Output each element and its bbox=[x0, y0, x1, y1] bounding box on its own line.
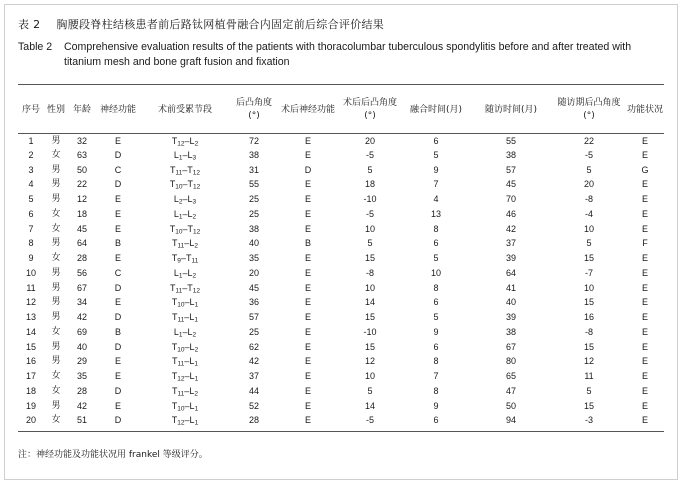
cell-followup: 65 bbox=[505, 371, 516, 382]
cell-followup: 55 bbox=[505, 136, 516, 146]
cell-followup-kyphosis: 20 bbox=[583, 179, 594, 190]
cell-segment: $L_1-L_3$ bbox=[173, 149, 197, 162]
cell-kyphosis: 25 bbox=[248, 194, 259, 205]
cell-no: 6 bbox=[28, 208, 34, 219]
table-number-cn: 表 2 bbox=[18, 18, 41, 31]
cell-age: 56 bbox=[76, 267, 87, 278]
cell-followup: 40 bbox=[505, 297, 516, 308]
cell-fusion: 8 bbox=[433, 385, 439, 396]
cell-followup-kyphosis: 5 bbox=[586, 385, 592, 396]
cell-neuro: C bbox=[114, 164, 122, 175]
cell-segment: $L_1-L_2$ bbox=[173, 267, 197, 280]
cell-segment: $T_{11}-L_2$ bbox=[172, 385, 198, 398]
cell-post-neuro: E bbox=[304, 223, 311, 234]
cell-no: 19 bbox=[25, 400, 36, 411]
cell-kyphosis: 35 bbox=[248, 253, 259, 264]
cell-kyphosis: 57 bbox=[248, 312, 259, 323]
cell-function: E bbox=[641, 179, 648, 190]
cell-post-neuro: E bbox=[304, 208, 311, 219]
col-header-function: 功能状况 bbox=[626, 104, 663, 115]
cell-fusion: 9 bbox=[433, 400, 439, 411]
cell-sex: 男 bbox=[51, 297, 61, 308]
cell-age: 63 bbox=[76, 149, 87, 160]
cell-function: E bbox=[641, 194, 648, 205]
cell-segment: $L_1-L_2$ bbox=[173, 208, 197, 221]
cell-fusion: 6 bbox=[433, 238, 439, 249]
cell-segment: $T_{11}-T_{12}$ bbox=[170, 282, 200, 295]
cell-kyphosis: 37 bbox=[248, 371, 259, 382]
cell-followup: 39 bbox=[505, 253, 516, 264]
cell-neuro: E bbox=[114, 400, 121, 411]
cell-sex: 男 bbox=[51, 136, 61, 146]
cell-age: 29 bbox=[76, 356, 87, 367]
col-header-age: 年龄 bbox=[72, 104, 91, 115]
cell-followup-kyphosis: 5 bbox=[586, 238, 592, 249]
cell-post-neuro: E bbox=[304, 194, 311, 205]
cell-post-neuro: E bbox=[304, 312, 311, 323]
table-row bbox=[18, 163, 664, 178]
cell-neuro: D bbox=[114, 385, 122, 396]
cell-no: 9 bbox=[28, 253, 34, 264]
cell-neuro: E bbox=[114, 194, 121, 205]
table-row bbox=[18, 266, 664, 281]
cell-followup-kyphosis: -4 bbox=[584, 208, 593, 219]
cell-followup: 37 bbox=[505, 238, 516, 249]
cell-age: 64 bbox=[76, 238, 87, 249]
cell-age: 42 bbox=[76, 312, 87, 323]
cell-fusion: 7 bbox=[433, 179, 439, 190]
cell-kyphosis: 38 bbox=[248, 149, 259, 160]
cell-fusion: 5 bbox=[433, 149, 439, 160]
cell-followup-kyphosis: 10 bbox=[583, 223, 594, 234]
cell-sex: 女 bbox=[51, 149, 61, 160]
cell-kyphosis: 20 bbox=[248, 267, 259, 278]
table-top-rule bbox=[18, 84, 664, 85]
cell-post-neuro: E bbox=[304, 149, 311, 160]
table-row bbox=[18, 399, 664, 414]
table-row bbox=[18, 384, 664, 399]
cell-followup-kyphosis: 5 bbox=[586, 164, 592, 175]
cell-followup: 38 bbox=[505, 149, 516, 160]
cell-function: E bbox=[641, 208, 648, 219]
col-header-followup-kyphosis: 随访期后凸角度 (°) bbox=[557, 98, 621, 121]
cell-no: 5 bbox=[28, 194, 34, 205]
cell-followup: 39 bbox=[505, 312, 516, 323]
cell-fusion: 9 bbox=[433, 326, 439, 337]
table-row bbox=[18, 296, 664, 311]
cell-fusion: 8 bbox=[433, 282, 439, 293]
cell-sex: 男 bbox=[51, 282, 61, 293]
cell-post-kyphosis: 5 bbox=[367, 385, 373, 396]
cell-kyphosis: 72 bbox=[248, 136, 259, 146]
cell-neuro: C bbox=[114, 267, 122, 278]
cell-no: 16 bbox=[25, 356, 36, 367]
cell-segment: $T_{11}-L_1$ bbox=[172, 312, 198, 324]
cell-fusion: 10 bbox=[430, 267, 441, 278]
cell-post-kyphosis: -10 bbox=[363, 326, 377, 337]
cell-sex: 男 bbox=[51, 179, 61, 190]
cell-segment: $T_{10}-L_1$ bbox=[171, 400, 199, 413]
cell-post-neuro: D bbox=[304, 164, 312, 175]
table-row bbox=[18, 281, 664, 296]
cell-function: E bbox=[641, 297, 648, 308]
cell-followup: 57 bbox=[505, 164, 516, 175]
cell-post-kyphosis: 15 bbox=[364, 253, 375, 264]
cell-function: G bbox=[641, 164, 649, 175]
cell-neuro: E bbox=[114, 356, 121, 367]
table-row bbox=[18, 251, 664, 266]
cell-function: E bbox=[641, 400, 648, 411]
cell-segment: $T_{10}-T_{12}$ bbox=[169, 223, 201, 236]
cell-segment: $L_1-L_2$ bbox=[173, 326, 197, 339]
cell-fusion: 5 bbox=[433, 253, 439, 264]
cell-post-neuro: E bbox=[304, 282, 311, 293]
cell-kyphosis: 55 bbox=[248, 179, 259, 190]
table-title-cn-text: 胸腰段脊柱结核患者前后路钛网植骨融合内固定前后综合评价结果 bbox=[56, 18, 385, 31]
col-header-post-neuro: 术后神经功能 bbox=[280, 104, 335, 115]
cell-fusion: 8 bbox=[433, 356, 439, 367]
col-header-post-kyphosis: 术后后凸角度 (°) bbox=[342, 98, 397, 121]
cell-followup-kyphosis: 10 bbox=[583, 282, 594, 293]
cell-post-neuro: E bbox=[304, 136, 311, 146]
cell-fusion: 6 bbox=[433, 341, 439, 352]
cell-sex: 男 bbox=[51, 312, 61, 323]
cell-no: 11 bbox=[26, 282, 36, 293]
cell-kyphosis: 31 bbox=[248, 164, 259, 175]
cell-function: E bbox=[641, 253, 648, 264]
cell-function: E bbox=[641, 356, 648, 367]
cell-sex: 男 bbox=[51, 164, 61, 175]
cell-followup-kyphosis: 15 bbox=[583, 253, 594, 264]
cell-post-kyphosis: 10 bbox=[364, 223, 375, 234]
col-header-fusion: 融合时间(月) bbox=[409, 104, 463, 115]
cell-no: 8 bbox=[28, 238, 34, 249]
cell-kyphosis: 45 bbox=[248, 282, 259, 293]
cell-neuro: E bbox=[114, 253, 121, 264]
cell-kyphosis: 42 bbox=[248, 356, 259, 367]
cell-no: 3 bbox=[28, 164, 34, 175]
cell-sex: 女 bbox=[51, 223, 61, 234]
cell-segment: $L_2-L_3$ bbox=[173, 194, 197, 206]
cell-kyphosis: 62 bbox=[248, 341, 259, 352]
cell-post-kyphosis: 15 bbox=[364, 312, 375, 323]
cell-age: 22 bbox=[76, 179, 87, 190]
cell-sex: 男 bbox=[51, 267, 61, 278]
cell-followup: 41 bbox=[505, 282, 516, 293]
cell-fusion: 7 bbox=[433, 371, 439, 382]
cell-age: 12 bbox=[76, 194, 87, 205]
cell-age: 34 bbox=[76, 297, 87, 308]
table-header-row bbox=[18, 87, 664, 133]
cell-post-neuro: E bbox=[304, 253, 311, 264]
cell-followup-kyphosis: 11 bbox=[584, 371, 594, 382]
cell-followup-kyphosis: 15 bbox=[583, 297, 594, 308]
cell-neuro: E bbox=[114, 136, 121, 146]
cell-post-neuro: E bbox=[304, 341, 311, 352]
cell-function: E bbox=[641, 149, 648, 160]
cell-followup-kyphosis: -8 bbox=[584, 194, 593, 205]
cell-followup-kyphosis: 15 bbox=[583, 341, 594, 352]
cell-neuro: E bbox=[114, 208, 121, 219]
col-header-sex: 性别 bbox=[46, 104, 65, 115]
cell-age: 28 bbox=[76, 385, 87, 396]
table-title-cn bbox=[18, 16, 384, 32]
table-title-en bbox=[18, 40, 668, 70]
table-row bbox=[18, 340, 664, 355]
cell-fusion: 4 bbox=[433, 194, 439, 205]
cell-followup: 47 bbox=[505, 385, 516, 396]
cell-followup-kyphosis: -7 bbox=[584, 267, 593, 278]
table-row bbox=[18, 237, 664, 252]
col-header-neuro: 神经功能 bbox=[99, 104, 136, 115]
table-row bbox=[18, 325, 664, 340]
cell-neuro: E bbox=[114, 223, 121, 234]
cell-age: 50 bbox=[76, 164, 87, 175]
cell-fusion: 8 bbox=[433, 223, 439, 234]
cell-age: 69 bbox=[76, 326, 87, 337]
col-header-followup: 随访时间(月) bbox=[484, 104, 538, 115]
cell-followup-kyphosis: -3 bbox=[584, 415, 593, 426]
cell-function: E bbox=[641, 415, 648, 426]
cell-segment: $T_{11}-T_{12}$ bbox=[170, 164, 200, 177]
table-row bbox=[18, 369, 664, 384]
cell-post-kyphosis: -5 bbox=[365, 415, 374, 426]
col-header-kyphosis: 后凸角度 (°) bbox=[235, 98, 272, 121]
cell-sex: 男 bbox=[51, 356, 61, 367]
cell-neuro: D bbox=[114, 415, 122, 426]
cell-post-kyphosis: 18 bbox=[364, 179, 375, 190]
cell-post-neuro: E bbox=[304, 415, 311, 426]
cell-post-kyphosis: 14 bbox=[364, 400, 375, 411]
cell-post-neuro: E bbox=[304, 267, 311, 278]
cell-no: 7 bbox=[28, 223, 34, 234]
cell-post-kyphosis: 20 bbox=[364, 136, 375, 146]
cell-segment: $T_{12}-L_1$ bbox=[171, 415, 199, 427]
cell-age: 42 bbox=[76, 400, 87, 411]
cell-function: E bbox=[641, 312, 648, 323]
cell-followup: 42 bbox=[505, 223, 516, 234]
cell-sex: 女 bbox=[51, 371, 61, 382]
cell-followup: 80 bbox=[505, 356, 516, 367]
cell-followup-kyphosis: 22 bbox=[583, 136, 594, 146]
cell-fusion: 5 bbox=[433, 312, 439, 323]
cell-kyphosis: 36 bbox=[248, 297, 259, 308]
cell-post-kyphosis: -5 bbox=[365, 208, 374, 219]
cell-post-kyphosis: 5 bbox=[367, 164, 373, 175]
cell-kyphosis: 52 bbox=[248, 400, 259, 411]
cell-fusion: 6 bbox=[433, 415, 439, 426]
cell-function: E bbox=[641, 223, 648, 234]
table-row bbox=[18, 133, 664, 148]
cell-followup: 94 bbox=[505, 415, 516, 426]
cell-sex: 男 bbox=[51, 238, 61, 249]
cell-segment: $T_{10}-L_1$ bbox=[171, 297, 199, 309]
table-row bbox=[18, 192, 664, 207]
cell-post-kyphosis: 15 bbox=[364, 341, 375, 352]
cell-function: F bbox=[642, 238, 648, 249]
cell-sex: 女 bbox=[51, 326, 61, 337]
cell-function: E bbox=[641, 282, 648, 293]
results-table bbox=[18, 87, 664, 428]
cell-no: 18 bbox=[25, 385, 36, 396]
cell-followup-kyphosis: -5 bbox=[584, 149, 593, 160]
cell-followup: 46 bbox=[505, 208, 516, 219]
cell-post-kyphosis: 5 bbox=[367, 238, 373, 249]
cell-kyphosis: 25 bbox=[248, 208, 259, 219]
cell-post-kyphosis: -5 bbox=[365, 149, 374, 160]
cell-post-neuro: E bbox=[304, 297, 311, 308]
col-header-segment: 术前受累节段 bbox=[157, 104, 212, 115]
cell-function: E bbox=[641, 326, 648, 337]
cell-neuro: D bbox=[114, 341, 122, 352]
cell-post-neuro: B bbox=[304, 238, 311, 249]
cell-post-neuro: E bbox=[304, 400, 311, 411]
cell-no: 20 bbox=[25, 415, 36, 426]
cell-fusion: 6 bbox=[433, 297, 439, 308]
cell-function: E bbox=[641, 371, 648, 382]
cell-function: E bbox=[641, 385, 648, 396]
cell-followup: 70 bbox=[505, 194, 516, 205]
cell-segment: $T_{11}-L_2$ bbox=[172, 238, 198, 250]
cell-age: 40 bbox=[76, 341, 87, 352]
cell-segment: $T_{10}-T_{12}$ bbox=[169, 179, 201, 191]
table-title-en-line1: Comprehensive evaluation results of the patients with thoracolumbar tuberculous spondylitis before and after treated with bbox=[64, 41, 632, 53]
cell-post-kyphosis: 10 bbox=[364, 371, 375, 382]
cell-followup: 50 bbox=[505, 400, 516, 411]
cell-post-kyphosis: 14 bbox=[364, 297, 375, 308]
table-row bbox=[18, 148, 664, 163]
cell-function: E bbox=[641, 341, 648, 352]
cell-neuro: D bbox=[114, 179, 122, 190]
cell-age: 28 bbox=[76, 253, 87, 264]
table-number-en: Table 2 bbox=[18, 41, 53, 53]
cell-segment: $T_9-T_{11}$ bbox=[171, 253, 199, 265]
cell-fusion: 13 bbox=[430, 208, 441, 219]
cell-no: 14 bbox=[25, 326, 36, 337]
table-row bbox=[18, 207, 664, 222]
table-row bbox=[18, 310, 664, 325]
cell-age: 67 bbox=[76, 282, 87, 293]
cell-sex: 女 bbox=[51, 415, 61, 426]
cell-age: 51 bbox=[76, 415, 87, 426]
table-bottom-rule bbox=[18, 431, 664, 432]
cell-segment: $T_{12}-L_1$ bbox=[171, 371, 199, 383]
cell-neuro: E bbox=[114, 297, 121, 308]
table-title-en-line2: titanium mesh and bone graft fusion and fixation bbox=[64, 56, 290, 68]
cell-post-kyphosis: -10 bbox=[363, 194, 377, 205]
cell-no: 12 bbox=[25, 297, 36, 308]
cell-sex: 男 bbox=[51, 400, 61, 411]
cell-fusion: 6 bbox=[433, 136, 439, 146]
table-row bbox=[18, 222, 664, 237]
cell-post-neuro: E bbox=[304, 371, 311, 382]
cell-no: 2 bbox=[28, 149, 34, 160]
cell-followup: 67 bbox=[505, 341, 516, 352]
cell-sex: 女 bbox=[51, 385, 61, 396]
cell-segment: $T_{12}-L_2$ bbox=[171, 136, 199, 148]
cell-kyphosis: 40 bbox=[248, 238, 259, 249]
cell-no: 4 bbox=[28, 179, 34, 190]
cell-post-neuro: E bbox=[304, 385, 311, 396]
cell-kyphosis: 25 bbox=[248, 326, 259, 337]
cell-kyphosis: 38 bbox=[248, 223, 259, 234]
cell-post-neuro: E bbox=[304, 356, 311, 367]
cell-sex: 男 bbox=[51, 341, 61, 352]
cell-age: 45 bbox=[76, 223, 87, 234]
table-row bbox=[18, 414, 664, 429]
cell-post-kyphosis: -8 bbox=[365, 267, 374, 278]
cell-neuro: D bbox=[114, 282, 122, 293]
cell-followup-kyphosis: 12 bbox=[583, 356, 594, 367]
cell-followup-kyphosis: 15 bbox=[583, 400, 594, 411]
cell-segment: $T_{10}-L_2$ bbox=[171, 341, 199, 354]
cell-kyphosis: 28 bbox=[248, 415, 259, 426]
cell-sex: 女 bbox=[51, 253, 61, 264]
cell-no: 10 bbox=[25, 267, 36, 278]
cell-age: 32 bbox=[76, 136, 87, 146]
cell-age: 18 bbox=[76, 208, 87, 219]
cell-age: 35 bbox=[76, 371, 87, 382]
cell-no: 1 bbox=[28, 136, 34, 146]
cell-neuro: D bbox=[114, 149, 122, 160]
cell-followup-kyphosis: 16 bbox=[583, 312, 594, 323]
col-header-no: 序号 bbox=[21, 104, 40, 115]
cell-followup: 64 bbox=[505, 267, 516, 278]
cell-followup-kyphosis: -8 bbox=[584, 326, 593, 337]
cell-post-neuro: E bbox=[304, 179, 311, 190]
cell-sex: 男 bbox=[51, 194, 61, 205]
cell-sex: 女 bbox=[51, 208, 61, 219]
cell-no: 15 bbox=[25, 341, 36, 352]
cell-neuro: E bbox=[114, 371, 121, 382]
cell-no: 13 bbox=[25, 312, 36, 323]
cell-post-kyphosis: 10 bbox=[364, 282, 375, 293]
cell-neuro: D bbox=[114, 312, 122, 323]
cell-neuro: B bbox=[114, 326, 121, 337]
cell-segment: $T_{11}-L_1$ bbox=[172, 356, 198, 368]
table-footnote: 注：神经功能及功能状况用 frankel 等级评分。 bbox=[18, 450, 208, 460]
table-row bbox=[18, 178, 664, 193]
cell-followup: 45 bbox=[505, 179, 516, 190]
cell-neuro: B bbox=[114, 238, 121, 249]
cell-fusion: 9 bbox=[433, 164, 439, 175]
cell-function: E bbox=[641, 267, 648, 278]
cell-post-neuro: E bbox=[304, 326, 311, 337]
cell-kyphosis: 44 bbox=[248, 385, 259, 396]
cell-followup: 38 bbox=[505, 326, 516, 337]
cell-function: E bbox=[641, 136, 648, 146]
cell-post-kyphosis: 12 bbox=[364, 356, 375, 367]
cell-no: 17 bbox=[25, 371, 36, 382]
table-row bbox=[18, 355, 664, 370]
